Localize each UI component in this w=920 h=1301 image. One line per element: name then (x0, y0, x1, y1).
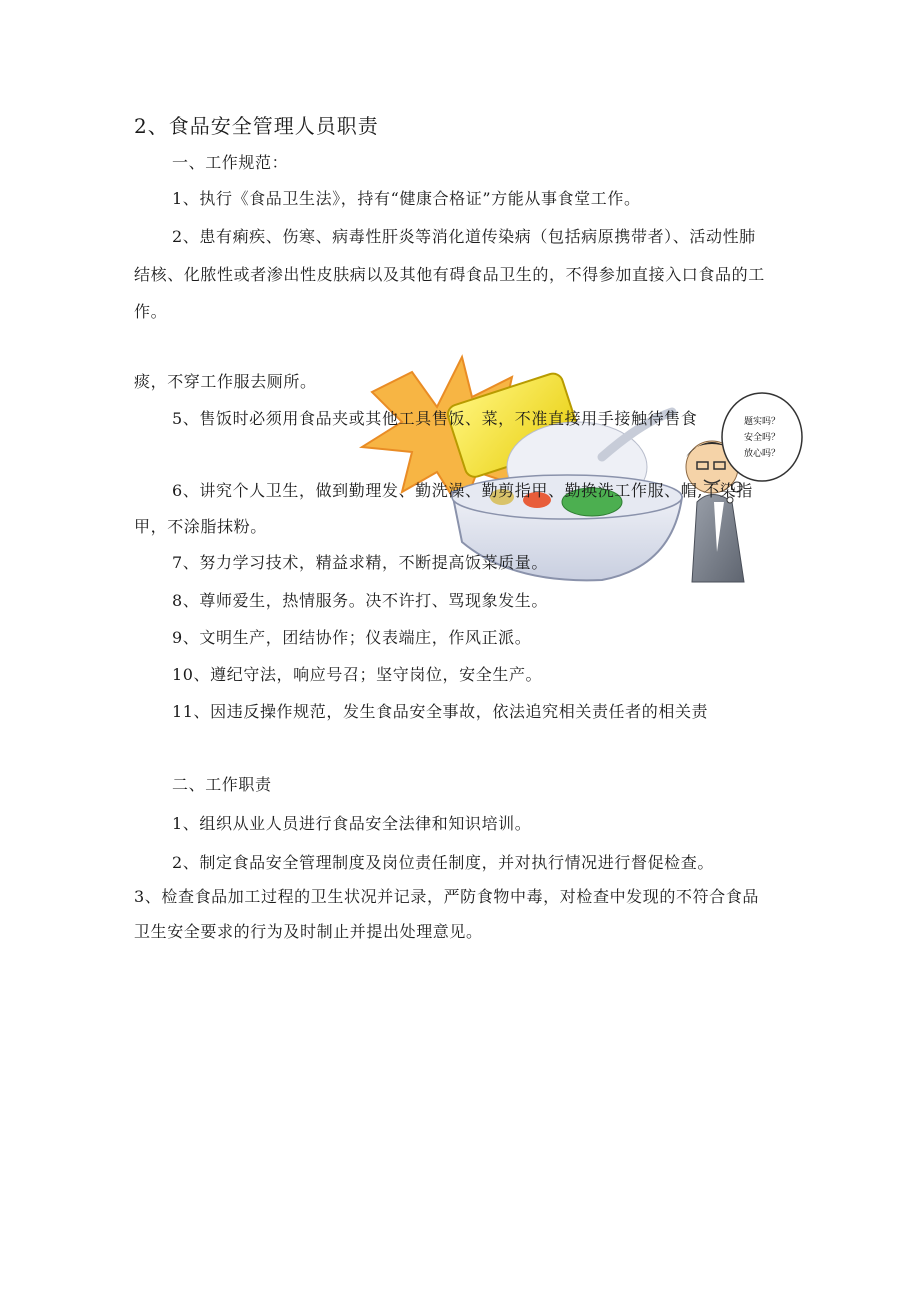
bubble-line: 题实吗？ (743, 417, 781, 427)
section1-item-1: 1、执行《食品卫生法》，持有“健康合格证”方能从事食堂工作。 (172, 189, 641, 208)
section2-item-3-line1: 3、检查食品加工过程的卫生状况并记录，严防食物中毒，对检查中发现的不符合食品 (134, 887, 759, 906)
section1-item-2-line3: 作。 (134, 302, 168, 321)
section1-item-9: 9、文明生产，团结协作；仪表端庄，作风正派。 (172, 628, 532, 647)
section1-item-5: 5、售饭时必须用食品夹或其他工具售饭、菜，不准直接用手接触待售食 (172, 409, 698, 428)
section1-item-4-tail: 痰，不穿工作服去厕所。 (134, 372, 317, 391)
section1-item-2-line1: 2、患有痢疾、伤寒、病毒性肝炎等消化道传染病（包括病原携带者）、活动性肺 (172, 227, 756, 246)
section2-title: 二、工作职责 (172, 775, 272, 794)
page-heading: 2、食品安全管理人员职责 (134, 114, 379, 138)
bubble-line: 放心吗？ (743, 449, 781, 459)
section1-item-8: 8、尊师爱生，热情服务。决不许打、骂现象发生。 (172, 591, 548, 610)
section1-item-7: 7、努力学习技术，精益求精，不断提高饭菜质量。 (172, 553, 548, 572)
section2-item-1: 1、组织从业人员进行食品安全法律和知识培训。 (172, 814, 532, 833)
section1-item-6-line1: 6、讲究个人卫生，做到勤理发、勤洗澡、勤剪指甲、勤换洗工作服、帽,不染指 (172, 481, 753, 500)
section2-item-2: 2、制定食品安全管理制度及岗位责任制度，并对执行情况进行督促检查。 (172, 853, 714, 872)
section1-item-6-line2: 甲，不涂脂抹粉。 (134, 517, 267, 536)
section2-item-3-line2: 卫生安全要求的行为及时制止并提出处理意见。 (134, 922, 483, 941)
section1-item-2-line2: 结核、化脓性或者渗出性皮肤病以及其他有碍食品卫生的，不得参加直接入口食品的工 (134, 265, 765, 284)
section1-item-10: 10、遵纪守法，响应号召；坚守岗位，安全生产。 (172, 665, 543, 684)
bubble-line: 安全吗？ (743, 433, 781, 443)
section1-item-11: 11、因违反操作规范，发生食品安全事故，依法追究相关责任者的相关责 (172, 702, 709, 721)
section1-title: 一、工作规范： (172, 153, 289, 172)
